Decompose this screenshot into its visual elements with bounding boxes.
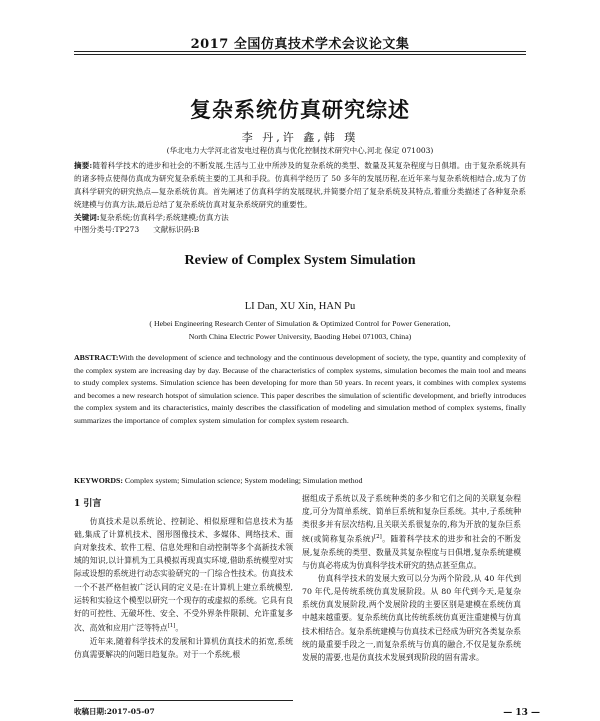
abstract-english-text: With the development of science and technology and the continuous development of society, the type, quantity and complexity of the complex system are increasing day by day. Because of the characteristics of complex systems, simulation becomes the main tool and means to study complex systems. Simulation science has been developing for more than 50 years. In recent years, it combines with complex systems and becomes a new research hotspot of simulation science. This paper describes the simulation of scientific development, and briefly introduces the complex system and its characteristics, mainly describes the classification of modeling and simulation method of complex systems, finally summarizes the importance of complex system simulation for complex system research. xyxy=(74,353,526,425)
body-paragraph xyxy=(74,515,293,634)
abstract-chinese-label: 摘要: xyxy=(74,161,93,170)
affiliation-english-line-2: North China Electric Power University, Baoding Hebei 071003, China) xyxy=(188,332,412,341)
section-heading-introduction: 1 引言 xyxy=(74,499,102,509)
abstract-english xyxy=(74,352,526,428)
keywords-english-label: KEYWORDS: xyxy=(74,476,123,485)
abstract-chinese-text: 随着科学技术的进步和社会的不断发展,生活与工业中所涉及的复杂系统的类型、数量及其复杂程度与日俱增。由于复杂系统具有的诸多特点使得仿真成为研究复杂系统主要的工具和手段。仿真科学经历了 50 多年的发展历程,在近年来与复杂系统相结合,成为了仿真科学研究的研究热点—复杂系统仿真。首先阐述了仿真科学的发展现状,并简要介绍了复杂系统及其特点,着重分类描述了各种复杂系统建模与仿真方法,最后总结了复杂系统仿真对复杂系统研究的重要性。 xyxy=(74,161,526,209)
affiliation-english-line-1: ( Hebei Engineering Research Center of Simulation & Optimized Control for Power Generation, xyxy=(149,319,451,328)
authors-english: LI Dan, XU Xin, HAN Pu xyxy=(244,301,356,312)
class-number: 中图分类号:TP273 xyxy=(74,225,140,234)
keywords-chinese-label: 关键词: xyxy=(74,213,100,222)
running-head: 2017 全国仿真技术学术会议论文集 xyxy=(190,37,410,52)
affiliation-chinese: (华北电力大学河北省发电过程仿真与优化控制技术研究中心,河北 保定 071003) xyxy=(166,146,434,155)
citation-ref: [1] xyxy=(167,622,176,629)
paragraph-text-end: 。随着科学技术的进步和社会的不断发展,复杂系统的类型、数量及其复杂程度与日俱增,复杂系统建模与仿真必将成为仿真科学技术研究的热点甚至焦点。 xyxy=(302,534,521,571)
title-english: Review of Complex System Simulation xyxy=(184,253,416,268)
document-code: 文献标识码:B xyxy=(153,225,200,234)
footnote-rule xyxy=(74,700,293,701)
body-column-left xyxy=(74,490,293,661)
classification-line xyxy=(74,224,526,236)
body-paragraph: 近年来,随着科学技术的发展和计算机仿真技术的拓宽,系统仿真需要解决的问题日趋复杂。对于一个系统,根 xyxy=(74,636,293,659)
body-paragraph: 仿真科学技术的发展大致可以分为两个阶段,从 40 年代到 70 年代,是传统系统仿真发展阶段。从 80 年代到今天,是复杂系统仿真发展阶段,两个发展阶段的主要区别是建模在系统仿真中越来越重要。复杂系统仿真比传统系统仿真更注重建模与仿真技术相结合。复杂系统建模与仿真技术已经成为研究各类复杂系统的最重要手段之一,而复杂系统与仿真的融合,不仅是复杂系统发展的需要,也是仿真技术发展到现阶段的固有需求。 xyxy=(302,574,521,662)
page-number: — 13 — xyxy=(503,708,540,718)
keywords-english-text: Complex system; Simulation science; System modeling; Simulation method xyxy=(124,476,363,485)
paragraph-text: 据组成子系统以及子系统种类的多少和它们之间的关联复杂程度,可分为简单系统、简单巨系统和复杂巨系统。其中,子系统种类很多并有层次结构,且关联关系很复杂的,称为开放的复杂巨系统(或简称复杂系统) xyxy=(302,494,521,544)
affiliation-english xyxy=(0,317,600,343)
body-column-right xyxy=(302,492,521,664)
paragraph-text-end: 。 xyxy=(175,623,184,633)
keywords-chinese-text: 复杂系统;仿真科学;系统建模;仿真方法 xyxy=(99,213,229,222)
keywords-chinese xyxy=(74,212,526,224)
received-date: 收稿日期:2017-05-07 xyxy=(74,707,155,716)
title-chinese: 复杂系统仿真研究综述 xyxy=(190,97,410,122)
body-paragraph xyxy=(302,492,521,572)
paragraph-text: 仿真技术是以系统论、控制论、相似原理和信息技术为基础,集成了计算机技术、图形图像技术、多媒体、网络技术、面向对象技术、软件工程、信息处理和自动控制等多个高新技术领域的知识,以计算机为工具模拟再现真实环境,借助系统模型对实际或设想的系统进行动态实验研究的一门综合性技术。仿真技术一个不甚严格但被广泛认同的定义是:在计算机上建立系统模型,运转和实验这个模型以研究一个现存的或虚拟的系统。它具有良好的可控性、无破坏性、安全、不受外界条件限制、允许重复多次、高效和应用广泛等特点 xyxy=(74,517,293,633)
header-rule xyxy=(74,51,526,55)
abstract-chinese xyxy=(74,159,526,211)
authors-chinese: 李 丹,许 鑫,韩 璞 xyxy=(241,131,359,144)
keywords-english xyxy=(74,476,526,485)
citation-ref: [2] xyxy=(373,534,382,541)
abstract-english-label: ABSTRACT: xyxy=(74,353,119,362)
